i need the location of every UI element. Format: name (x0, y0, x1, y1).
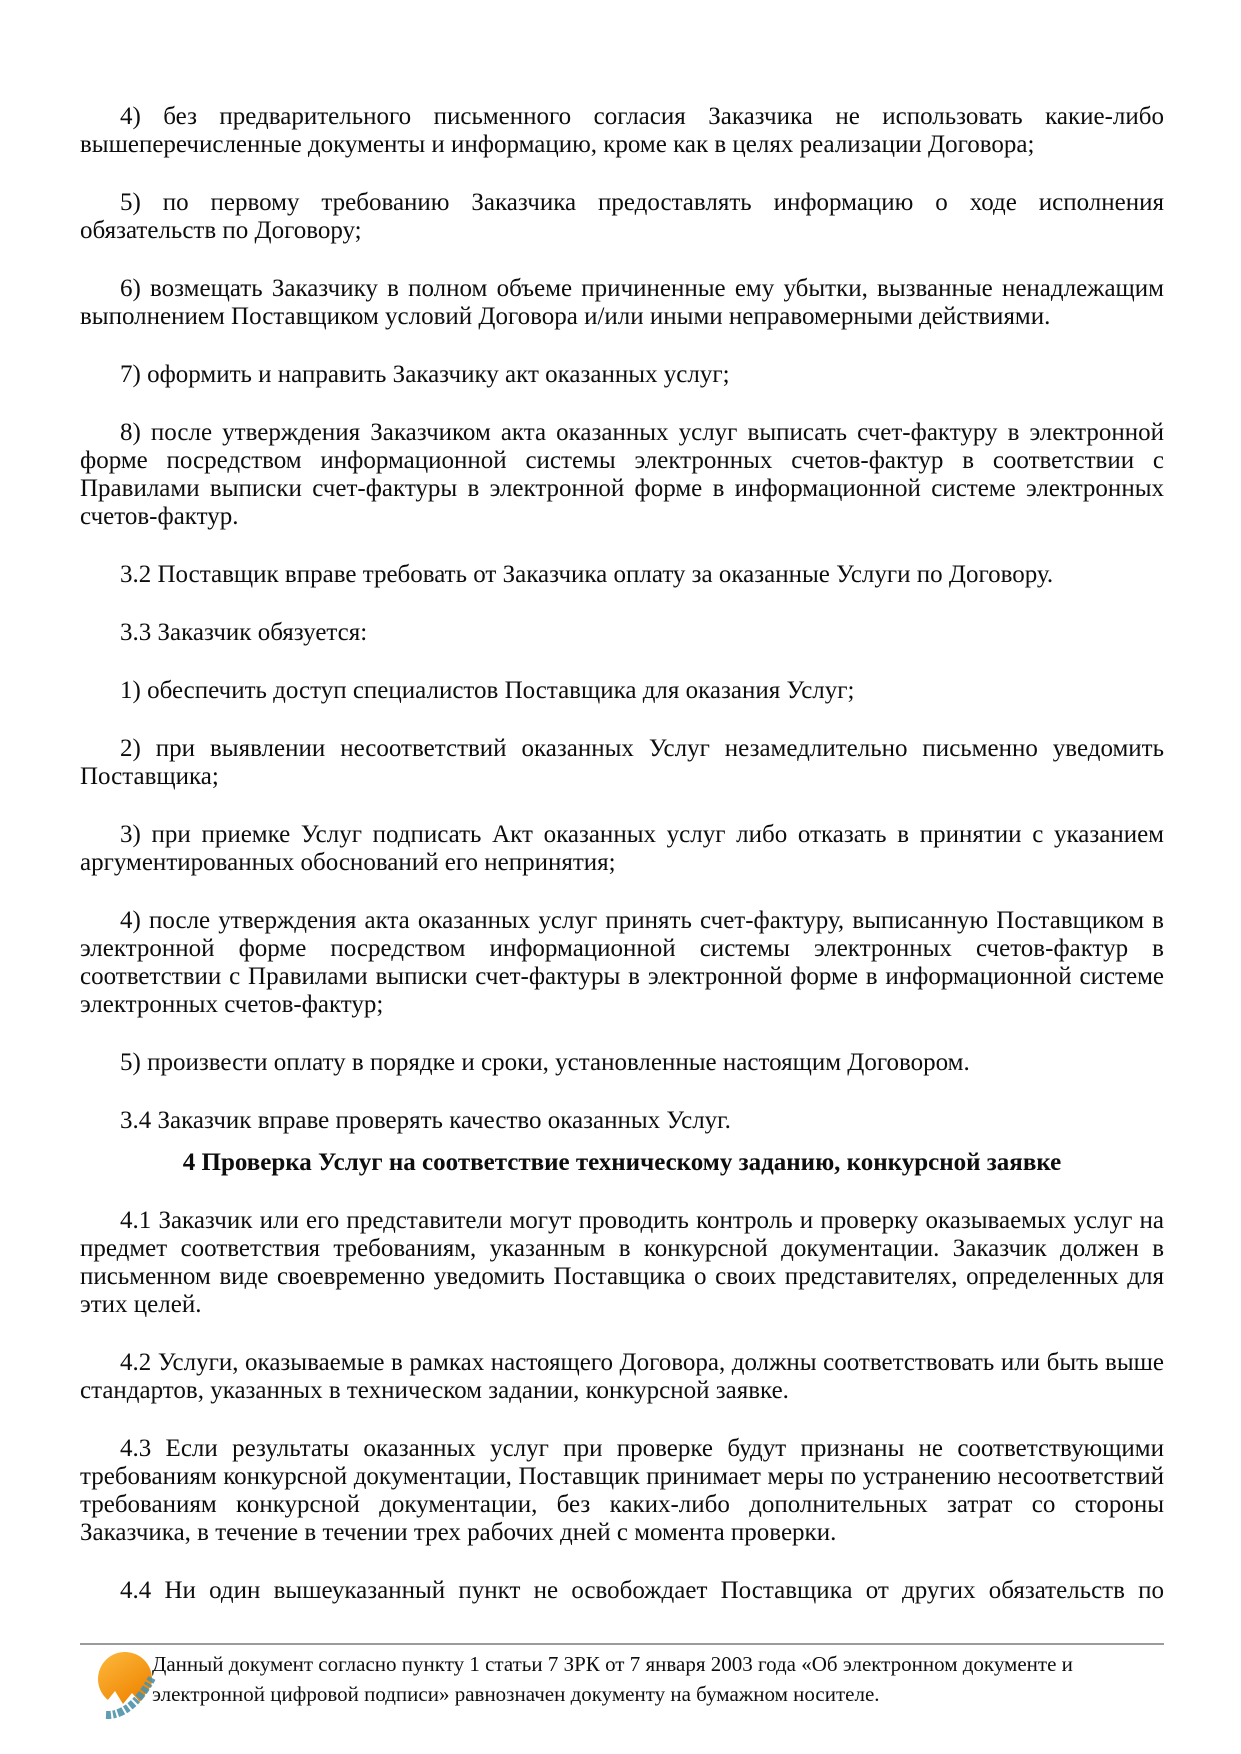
paragraph: 5) по первому требованию Заказчика предоставлять информацию о ходе исполнения обязательств по Договору; (80, 189, 1164, 244)
paragraph: 2) при выявлении несоответствий оказанных Услуг незамедлительно письменно уведомить Поставщика; (80, 735, 1164, 790)
paragraph: 4) после утверждения акта оказанных услуг принять счет-фактуру, выписанную Поставщиком в электронной форме посредством информационной системы электронных счетов-фактур в соответствии с Правилами выписки счет-фактуры в электронной форме в информационной системе электронных счетов-фактур; (80, 907, 1164, 1018)
footer-divider (80, 1643, 1164, 1645)
document-body (80, 103, 1164, 1605)
paragraph: 6) возмещать Заказчику в полном объеме причиненные ему убытки, вызванные ненадлежащим выполнением Поставщиком условий Договора и/или иными неправомерными действиями. (80, 275, 1164, 330)
paragraph: 3.4 Заказчик вправе проверять качество оказанных Услуг. (120, 1107, 731, 1134)
paragraph: 3.3 Заказчик обязуется: (120, 619, 368, 646)
paragraph: 4) без предварительного письменного согласия Заказчика не использовать какие-либо вышеперечисленные документы и информацию, кроме как в целях реализации Договора; (80, 103, 1164, 158)
paragraph: 3) при приемке Услуг подписать Акт оказанных услуг либо отказать в принятии с указанием аргументированных обоснований его непринятия; (80, 821, 1164, 876)
section-heading: 4 Проверка Услуг на соответствие техническому заданию, конкурсной заявке (182, 1149, 1062, 1176)
paragraph: 3.2 Поставщик вправе требовать от Заказчика оплату за оказанные Услуги по Договору. (120, 561, 1054, 588)
paragraph: 5) произвести оплату в порядке и сроки, установленные настоящим Договором. (120, 1049, 970, 1076)
paragraph: 7) оформить и направить Заказчику акт оказанных услуг; (120, 361, 730, 388)
paragraph: 8) после утверждения Заказчиком акта оказанных услуг выписать счет-фактуру в электронной форме посредством информационной системы электронных счетов-фактур в соответствии с Правилами выписки счет-фактуры в электронной форме в информационной системе электронных счетов-фактур. (80, 419, 1164, 530)
paragraph: 4.2 Услуги, оказываемые в рамках настоящего Договора, должны соответствовать или быть выше стандартов, указанных в техническом задании, конкурсной заявке. (80, 1349, 1164, 1404)
paragraph: 4.1 Заказчик или его представители могут проводить контроль и проверку оказываемых услуг на предмет соответствия требованиям, указанным в конкурсной документации. Заказчик должен в письменном виде своевременно уведомить Поставщика о своих представителях, определенных для этих целей. (80, 1207, 1164, 1318)
paragraph: 4.3 Если результаты оказанных услуг при проверке будут признаны не соответствующими требованиям конкурсной документации, Поставщик принимает меры по устранению несоответствий требованиям конкурсной документации, без каких-либо дополнительных затрат со стороны Заказчика, в течение в течении трех рабочих дней с момента проверки. (80, 1435, 1164, 1546)
footer-note-line: Данный документ согласно пункту 1 статьи 7 ЗРК от 7 января 2003 года «Об электронном документе и (152, 1652, 1073, 1676)
footer-note (152, 1649, 1162, 1709)
footer-note-line: электронной цифровой подписи» равнозначен документу на бумажном носителе. (152, 1682, 880, 1706)
paragraph: 1) обеспечить доступ специалистов Поставщика для оказания Услуг; (120, 677, 855, 704)
paragraph: 4.4 Ни один вышеуказанный пункт не освобождает Поставщика от других обязательств по (120, 1577, 1164, 1604)
